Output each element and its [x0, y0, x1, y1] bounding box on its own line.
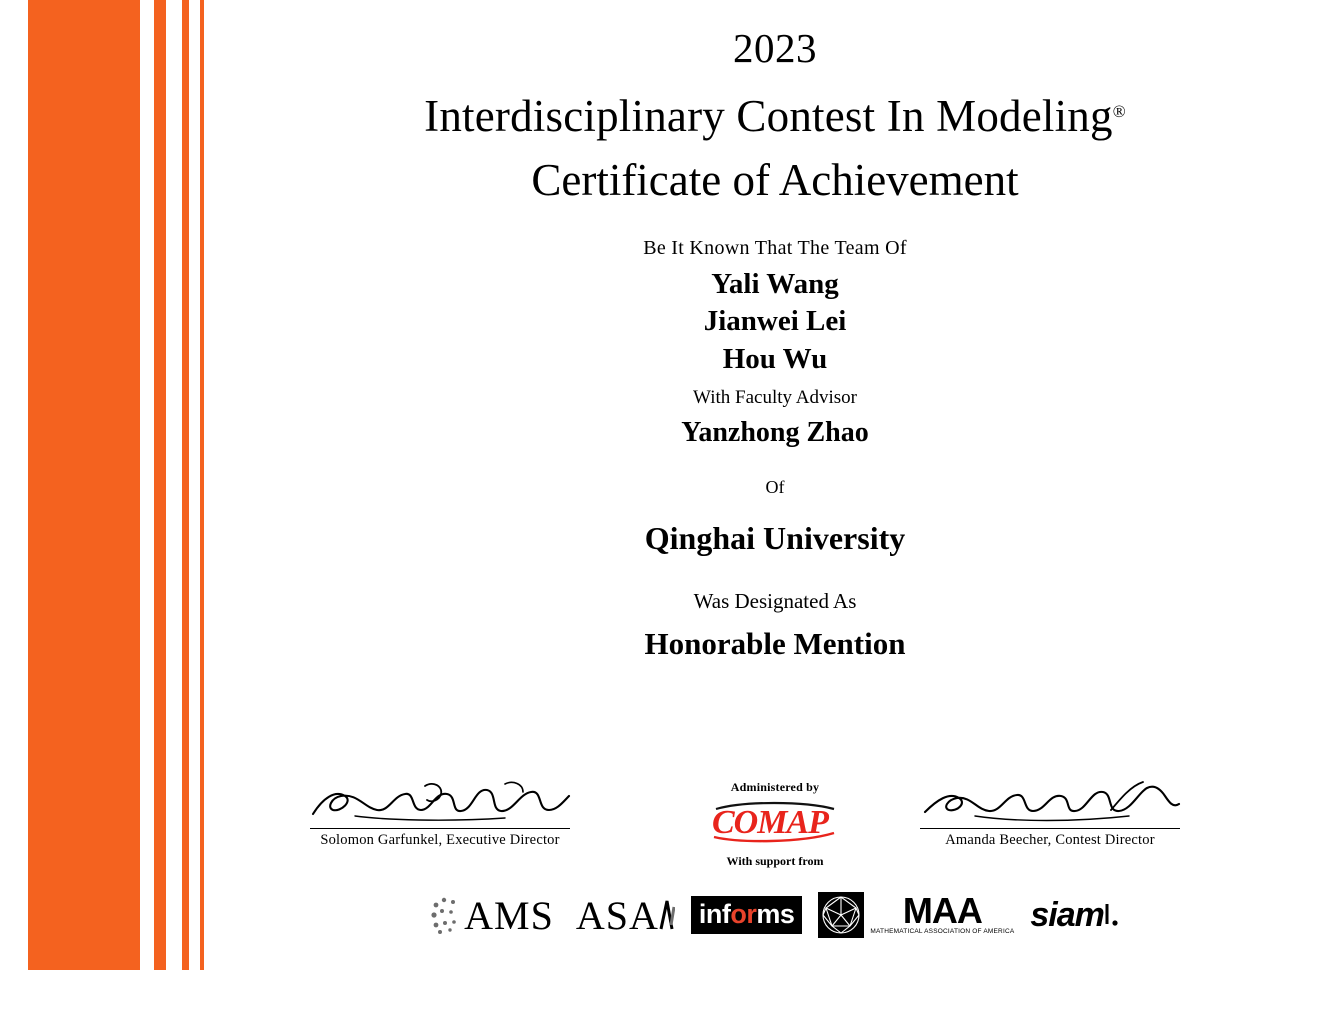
- award-designation: Honorable Mention: [644, 625, 906, 661]
- with-support-from-label: With support from: [726, 854, 824, 868]
- administered-by-label: Administered by: [730, 780, 820, 794]
- signature-rule-right: [920, 828, 1180, 829]
- maa-icosahedron-icon: [818, 892, 864, 938]
- sponsor-ams: [430, 889, 554, 941]
- signature-caption-left: Solomon Garfunkel, Executive Director: [320, 832, 560, 848]
- orange-bar-wide: [28, 0, 140, 970]
- sponsor-logo-row: [230, 880, 1320, 950]
- informs-label-mid: or: [730, 899, 757, 929]
- asa-mark-icon: [659, 895, 675, 935]
- informs-label-prefix: inf: [698, 899, 731, 929]
- informs-label: [691, 896, 803, 934]
- orange-bar-hairline: [200, 0, 204, 970]
- amanda-beecher-signature-icon: [915, 780, 1185, 828]
- contest-title: [230, 91, 1320, 143]
- ams-dots-icon: [430, 895, 464, 935]
- orange-bar-thin: [182, 0, 189, 970]
- sponsor-siam: [1030, 889, 1120, 941]
- administered-by-block: [625, 780, 925, 869]
- maa-sublabel: MATHEMATICAL ASSOCIATION OF AMERICA: [870, 928, 1015, 936]
- faculty-advisor-name: Yanzhong Zhao: [681, 416, 869, 448]
- team-member-name: Jianwei Lei: [703, 305, 847, 338]
- registered-trademark-symbol: ®: [1112, 102, 1126, 122]
- signature-caption-right: Amanda Beecher, Contest Director: [945, 832, 1155, 848]
- faculty-advisor-label: With Faculty Advisor: [693, 386, 857, 408]
- sponsor-informs: [691, 889, 803, 941]
- maa-label: MAA: [902, 889, 982, 931]
- solomon-garfunkel-signature-icon: [305, 780, 575, 828]
- siam-mark-icon: [1104, 898, 1120, 932]
- contest-title-text: Interdisciplinary Contest In Modeling: [424, 91, 1113, 142]
- comap-logo-icon: [710, 799, 840, 845]
- decorative-side-bars: [0, 0, 230, 970]
- team-intro-label: Be It Known That The Team Of: [643, 236, 907, 259]
- team-member-name: Yali Wang: [711, 267, 839, 300]
- of-label: Of: [765, 476, 785, 497]
- sponsor-maa: [818, 889, 1014, 941]
- informs-label-suffix: ms: [756, 899, 795, 929]
- designation-label: Was Designated As: [693, 588, 857, 613]
- asa-label: ASA: [575, 892, 659, 938]
- certificate-year: 2023: [733, 25, 817, 71]
- orange-bar-medium: [154, 0, 166, 970]
- certificate-body: [230, 0, 1320, 1020]
- svg-text:COMAP: COMAP: [712, 804, 828, 841]
- signature-block-right: [900, 780, 1200, 849]
- certificate-title: Certificate of Achievement: [531, 154, 1019, 205]
- institution-name: Qinghai University: [644, 519, 906, 556]
- sponsor-asa: [570, 889, 675, 941]
- signature-block-left: [290, 780, 590, 849]
- siam-label: siam: [1030, 895, 1104, 934]
- signature-rule-left: [310, 828, 570, 829]
- team-member-list: [230, 266, 1320, 379]
- ams-label: AMS: [464, 892, 554, 938]
- team-member-name: Hou Wu: [722, 342, 828, 375]
